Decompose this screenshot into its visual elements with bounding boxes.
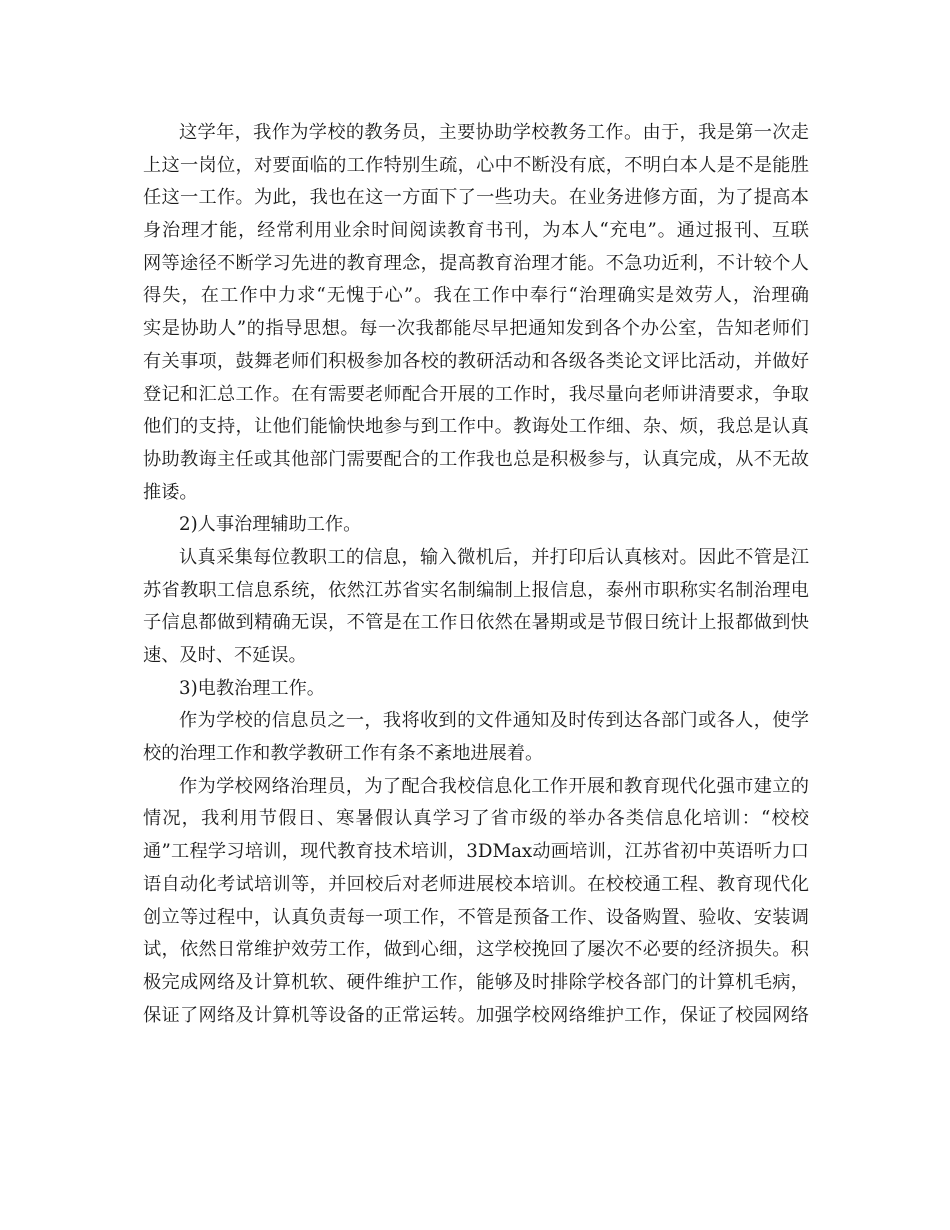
paragraph-line: 推诿。	[143, 481, 198, 503]
paragraph-line: 协助教诲主任或其他部门需要配合的工作我也总是积极参与，认真完成，从不无故	[143, 448, 809, 470]
paragraph-line: 这学年，我作为学校的教务员，主要协助学校教务工作。由于，我是第一次走	[179, 122, 809, 143]
paragraph-line: 创立等过程中，认真负责每一项工作，不管是预备工作、设备购置、验收、安装调	[143, 906, 809, 928]
paragraph-line: 保证了网络及计算机等设备的正常运转。加强学校网络维护工作，保证了校园网络	[143, 1004, 809, 1026]
paragraph-line: 有关事项，鼓舞老师们积极参加各校的教研活动和各级各类论文评比活动，并做好	[143, 350, 809, 372]
paragraph-line: 得失，在工作中力求“无愧于心”。我在工作中奉行“治理确实是效劳人，治理确	[143, 285, 809, 307]
paragraph-line: 登记和汇总工作。在有需要老师配合开展的工作时，我尽量向老师讲清要求，争取	[143, 383, 809, 405]
paragraph-line: 他们的支持，让他们能愉快地参与到工作中。教诲处工作细、杂、烦，我总是认真	[143, 416, 809, 438]
paragraph-line: 情况，我利用节假日、寒暑假认真学习了省市级的举办各类信息化培训：“校校	[143, 808, 809, 830]
paragraph-line: 上这一岗位，对要面临的工作特别生疏，心中不断没有底，不明白本人是不是能胜	[143, 154, 809, 176]
paragraph-line: 网等途径不断学习先进的教育理念，提高教育治理才能。不急功近利，不计较个人	[143, 252, 809, 274]
section-heading: 3)电教治理工作。	[179, 677, 325, 699]
paragraph-line: 实是协助人”的指导思想。每一次我都能尽早把通知发到各个办公室，告知老师们	[143, 318, 809, 340]
section-heading: 2)人事治理辅助工作。	[179, 514, 362, 536]
paragraph-line: 子信息都做到精确无误，不管是在工作日依然在暑期或是节假日统计上报都做到快	[143, 612, 809, 634]
paragraph-line: 试，依然日常维护效劳工作，做到心细，这学校挽回了屡次不必要的经济损失。积	[143, 939, 809, 961]
paragraph-line: 极完成网络及计算机软、硬件维护工作，能够及时排除学校各部门的计算机毛病，	[143, 971, 809, 993]
paragraph-line: 校的治理工作和教学教研工作有条不紊地进展着。	[143, 743, 544, 765]
paragraph-line: 苏省教职工信息系统，依然江苏省实名制编制上报信息，泰州市职称实名制治理电	[143, 579, 809, 601]
paragraph-line: 身治理才能，经常利用业余时间阅读教育书刊，为本人“充电”。通过报刊、互联	[143, 220, 809, 242]
paragraph-line: 认真采集每位教职工的信息，输入微机后，并打印后认真核对。因此不管是江	[179, 546, 809, 568]
paragraph-line: 语自动化考试培训等，并回校后对老师进展校本培训。在校校通工程、教育现代化	[143, 873, 809, 895]
paragraph-line: 速、及时、不延误。	[143, 645, 307, 666]
paragraph-line: 作为学校网络治理员，为了配合我校信息化工作开展和教育现代化强市建立的	[179, 775, 809, 797]
paragraph-line: 通”工程学习培训，现代教育技术培训，3DMax动画培训，江苏省初中英语听力口	[143, 841, 809, 863]
paragraph-line: 任这一工作。为此，我也在这一方面下了一些功夫。在业务进修方面，为了提高本	[143, 187, 809, 209]
document-body	[143, 117, 809, 1032]
paragraph-line: 作为学校的信息员之一，我将收到的文件通知及时传到达各部门或各人，使学	[179, 710, 809, 732]
